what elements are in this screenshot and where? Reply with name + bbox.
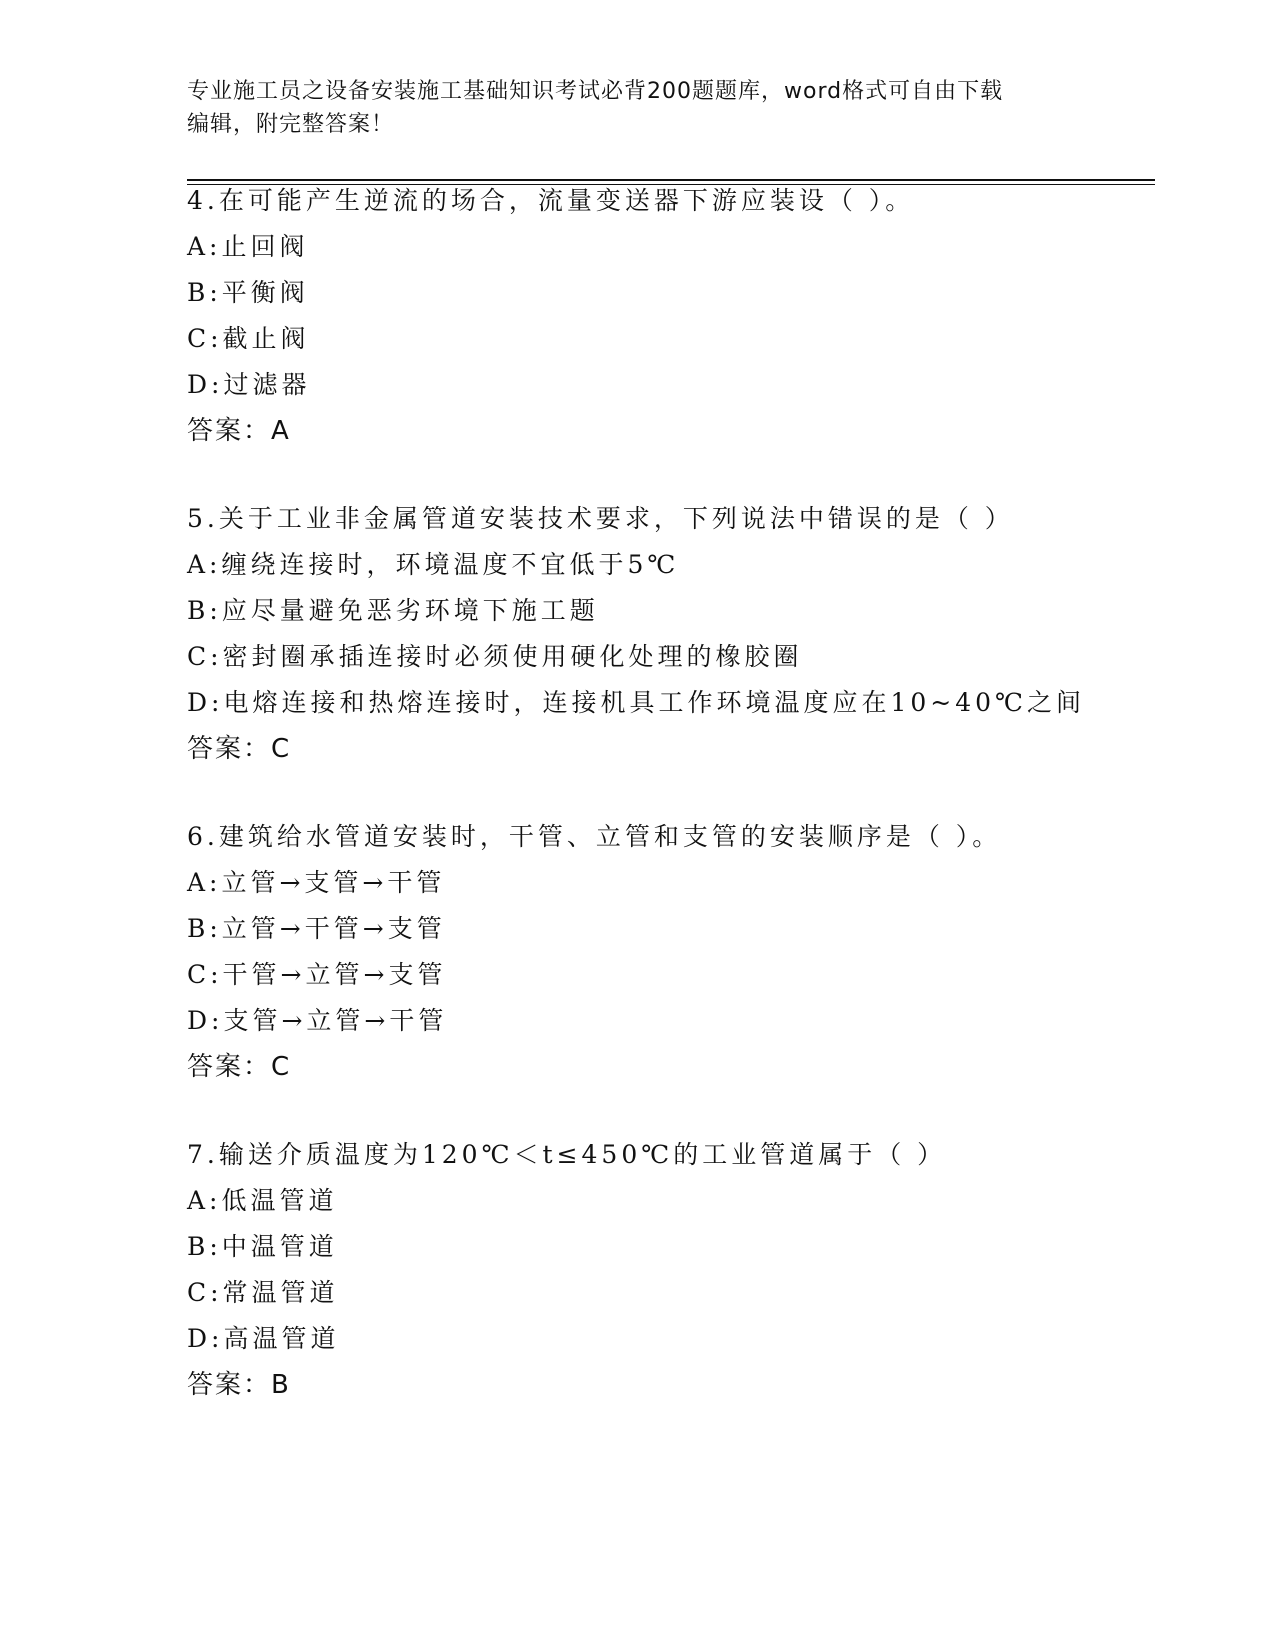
document-header: [187, 75, 1067, 141]
answer-line: 答案：C: [187, 734, 292, 764]
option-b: B:应尽量避免恶劣环境下施工题: [187, 596, 599, 625]
option-d: D:电熔连接和热熔连接时，连接机具工作环境温度应在10~40℃之间: [187, 688, 1086, 717]
header-line-1: 专业施工员之设备安装施工基础知识考试必背200题题库，word格式可自由下载: [187, 79, 1004, 104]
header-line-2: 编辑，附完整答案！: [187, 112, 395, 137]
answer-line: 答案：B: [187, 1370, 291, 1400]
option-c: C:常温管道: [187, 1278, 339, 1307]
option-a: A:立管→支管→干管: [187, 868, 446, 897]
question-stem: 7.输送介质温度为120℃＜t≤450℃的工业管道属于（ ）: [187, 1140, 947, 1169]
option-d: D:过滤器: [187, 370, 311, 399]
question-stem: 5.关于工业非金属管道安装技术要求，下列说法中错误的是（ ）: [187, 504, 1014, 533]
question-block: [187, 1132, 1147, 1408]
option-b: B:平衡阀: [187, 278, 309, 307]
option-a: A:止回阀: [187, 232, 309, 261]
option-b: B:中温管道: [187, 1232, 338, 1261]
question-block: [187, 814, 1147, 1090]
option-d: D:支管→立管→干管: [187, 1006, 448, 1035]
question-block: [187, 178, 1147, 454]
option-c: C:密封圈承插连接时必须使用硬化处理的橡胶圈: [187, 642, 803, 671]
option-a: A:缠绕连接时，环境温度不宜低于5℃: [187, 550, 680, 579]
answer-line: 答案：C: [187, 1052, 292, 1082]
option-c: C:截止阀: [187, 324, 310, 353]
option-a: A:低温管道: [187, 1186, 338, 1215]
question-block: [187, 496, 1147, 772]
option-c: C:干管→立管→支管: [187, 960, 447, 989]
answer-line: 答案：A: [187, 416, 291, 446]
question-stem: 4.在可能产生逆流的场合，流量变送器下游应装设（ ）。: [187, 186, 915, 215]
option-b: B:立管→干管→支管: [187, 914, 446, 943]
option-d: D:高温管道: [187, 1324, 340, 1353]
question-stem: 6.建筑给水管道安装时，干管、立管和支管的安装顺序是（ ）。: [187, 822, 1002, 851]
